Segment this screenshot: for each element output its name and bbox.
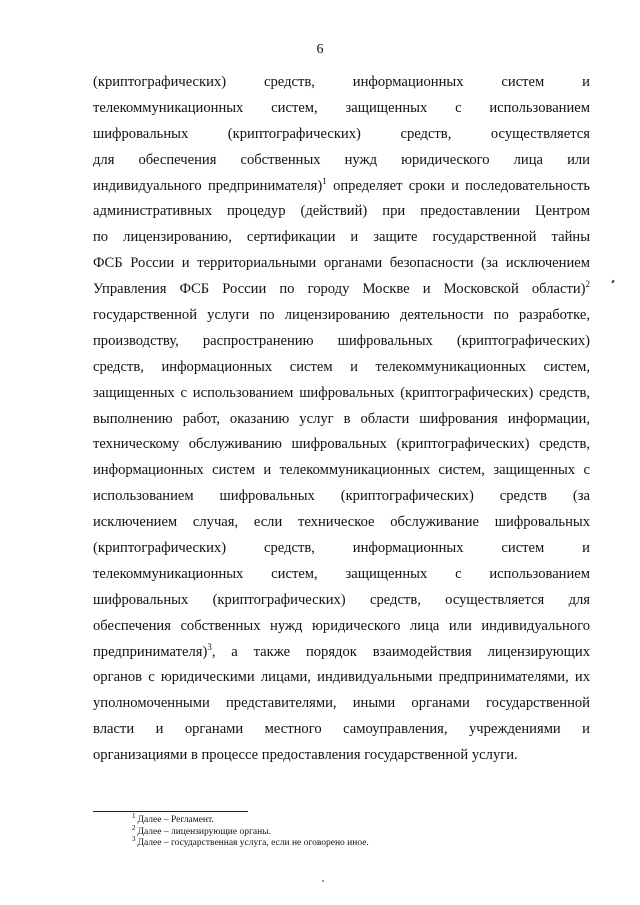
- footnote-item: [132, 835, 532, 850]
- text-line-content: защищенных с использованием шифровальных (криптографических) средств,: [93, 384, 590, 401]
- text-line-content: использованием шифровальных (криптографических) средств (за: [93, 488, 590, 505]
- text-line-tail: определяет сроки и последовательность: [326, 177, 590, 194]
- text-line-content: Управления ФСБ России по городу Москве и Московской области): [93, 281, 586, 298]
- text-line: [93, 199, 590, 225]
- text-line: [93, 562, 590, 588]
- text-line: [93, 251, 590, 277]
- text-line: [93, 484, 590, 510]
- text-line: [93, 303, 590, 329]
- footnote-text: Далее – Регламент.: [137, 815, 214, 825]
- footnote-mark: 2: [132, 823, 136, 832]
- footnote-text: Далее – лицензирующие органы.: [137, 826, 271, 837]
- text-line: [93, 148, 590, 174]
- text-line: [93, 407, 590, 433]
- text-line: [93, 691, 590, 717]
- text-line: [93, 743, 590, 769]
- text-line: [93, 588, 590, 614]
- text-line-content: государственной услуги по лицензированию деятельности по разработке,: [93, 307, 590, 324]
- text-line: [93, 174, 590, 200]
- text-line-content: телекоммуникационных систем, защищенных с использованием: [93, 565, 590, 582]
- footnotes: [132, 812, 532, 850]
- footnote-mark: 1: [132, 812, 136, 820]
- text-line-content: (криптографических) средств, информационных систем и: [93, 540, 590, 557]
- text-line-content: выполнению работ, оказанию услуг в области шифрования информации,: [93, 410, 590, 427]
- text-line-content: власти и органами местного самоуправления, учреждениями и: [93, 721, 590, 738]
- text-line: [93, 510, 590, 536]
- text-line: [93, 432, 590, 458]
- text-line-content: предпринимателя): [93, 643, 208, 660]
- text-line-content: для обеспечения собственных нужд юридического лица или: [93, 151, 590, 168]
- footnote-reference: 3: [207, 641, 212, 652]
- text-line-content: (криптографических) средств, информационных систем и: [93, 74, 590, 90]
- text-line: [93, 458, 590, 484]
- text-line: [93, 536, 590, 562]
- text-line-content: исключением случая, если техническое обслуживание шифровальных: [93, 514, 590, 531]
- text-line-content: производству, распространению шифровальных (криптографических): [93, 332, 590, 349]
- text-line: [93, 329, 590, 355]
- text-line-content: шифровальных (криптографических) средств, осуществляется: [93, 125, 590, 142]
- text-line-content: техническому обслуживанию шифровальных (криптографических) средств,: [93, 436, 590, 453]
- text-line-content: ФСБ России и территориальными органами безопасности (за исключением: [93, 255, 590, 272]
- footnote-item: [132, 812, 532, 827]
- text-line: [93, 122, 590, 148]
- text-line: [93, 70, 590, 96]
- text-line-content: по лицензированию, сертификации и защите государственной тайны: [93, 229, 590, 246]
- text-line: [93, 614, 590, 640]
- text-line-tail: , а также порядок взаимодействия лицензирующих: [211, 643, 590, 660]
- footnote-reference: 2: [585, 279, 590, 290]
- text-line: [93, 665, 590, 691]
- scan-speck: [322, 880, 324, 882]
- footnote-text: Далее – государственная услуга, если не оговорено иное.: [137, 838, 369, 848]
- text-line: [93, 717, 590, 743]
- footnote-item: [132, 823, 532, 839]
- text-line-content: индивидуального предпринимателя): [93, 177, 323, 194]
- text-line-content: обеспечения собственных нужд юридического лица или индивидуального: [93, 617, 590, 634]
- text-line: [93, 640, 590, 666]
- text-line: [93, 381, 590, 407]
- text-line-content: телекоммуникационных систем, защищенных с использованием: [93, 99, 590, 116]
- footnote-mark: 3: [132, 835, 136, 843]
- text-line-content: информационных систем и телекоммуникационных систем, защищенных с: [93, 462, 590, 479]
- text-line: [93, 355, 590, 381]
- text-line-content: шифровальных (криптографических) средств, осуществляется для: [93, 591, 590, 608]
- margin-pen-mark: [611, 280, 614, 284]
- body-paragraph: [93, 70, 590, 769]
- text-line-content: органов с юридическими лицами, индивидуальными предпринимателями, их: [93, 669, 590, 686]
- page-number: 6: [316, 42, 324, 57]
- text-line: [93, 96, 590, 122]
- footnote-reference: 1: [322, 175, 327, 186]
- text-line: [93, 225, 590, 251]
- text-line-content: организациями в процессе предоставления государственной услуги.: [93, 747, 518, 764]
- text-line-content: средств, информационных систем и телекоммуникационных систем,: [93, 358, 590, 375]
- footnote-separator: [93, 811, 248, 812]
- text-line-content: административных процедур (действий) при предоставлении Центром: [93, 203, 590, 220]
- text-line-content: уполномоченными представителями, иными органами государственной: [93, 695, 590, 712]
- text-line: [93, 277, 590, 303]
